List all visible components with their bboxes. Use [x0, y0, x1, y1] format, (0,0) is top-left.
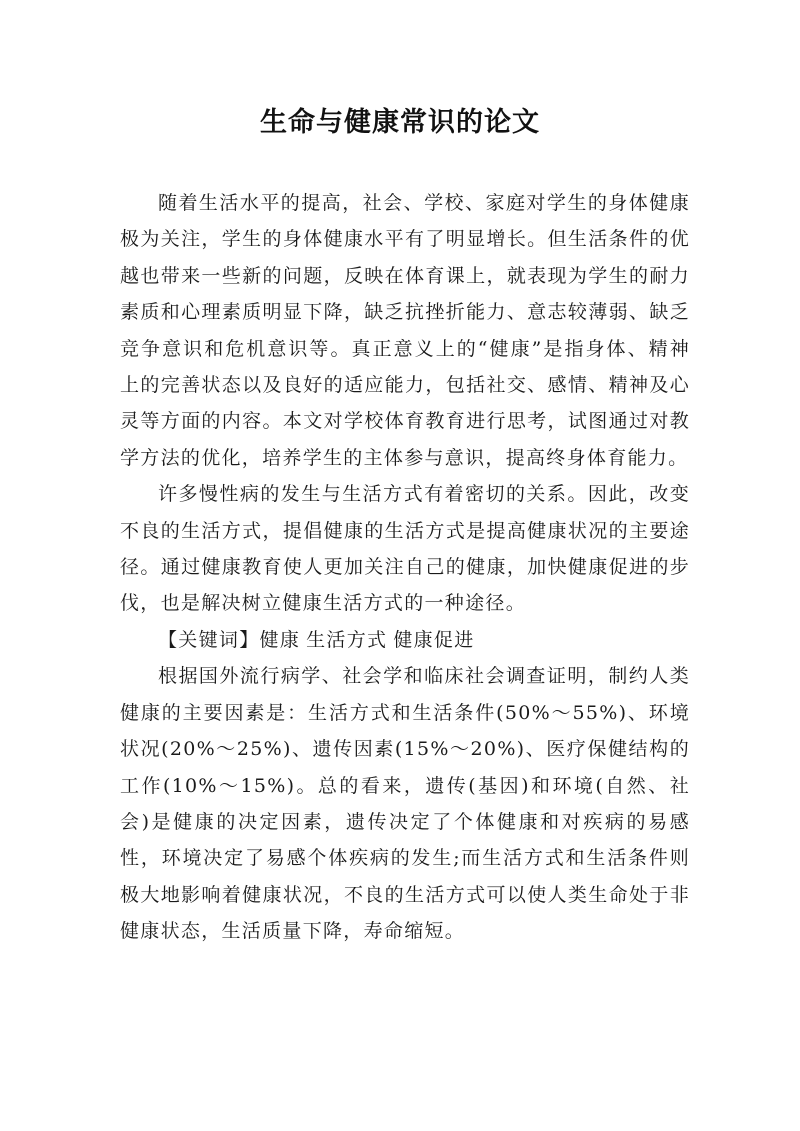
keyword-item: 生活方式 [306, 628, 388, 651]
keyword-item: 健康促进 [393, 628, 475, 651]
keywords-line [120, 622, 690, 658]
document-body [120, 185, 690, 950]
keywords-label: 【关键词】 [158, 628, 260, 651]
paragraph-lifestyle: 许多慢性病的发生与生活方式有着密切的关系。因此，改变不良的生活方式，提倡健康的生活方式是提高健康状况的主要途径。通过健康教育使人更加关注自己的健康，加快健康促进的步伐，也是解决树立健康生活方式的一种途径。 [120, 483, 690, 615]
document-title: 生命与健康常识的论文 [260, 107, 540, 138]
paragraph-factors: 根据国外流行病学、社会学和临床社会调查证明，制约人类健康的主要因素是：生活方式和生活条件(50%～55%)、环境状况(20%～25%)、遗传因素(15%～20%)、医疗保健结构的工作(10%～15%)。总的看来，遗传(基因)和环境(自然、社会)是健康的决定因素，遗传决定了个体健康和对疾病的易感性，环境决定了易感个体疾病的发生;而生活方式和生活条件则极大地影响着健康状况，不良的生活方式可以使人类生命处于非健康状态，生活质量下降，寿命缩短。 [120, 665, 690, 943]
keyword-item: 健康 [259, 628, 301, 651]
paragraph-intro: 随着生活水平的提高，社会、学校、家庭对学生的身体健康极为关注，学生的身体健康水平有了明显增长。但生活条件的优越也带来一些新的问题，反映在体育课上，就表现为学生的耐力素质和心理素质明显下降，缺乏抗挫折能力、意志较薄弱、缺乏竞争意识和危机意识等。真正意义上的“健康”是指身体、精神上的完善状态以及良好的适应能力，包括社交、感情、精神及心灵等方面的内容。本文对学校体育教育进行思考，试图通过对教学方法的优化，培养学生的主体参与意识，提高终身体育能力。 [120, 192, 690, 469]
